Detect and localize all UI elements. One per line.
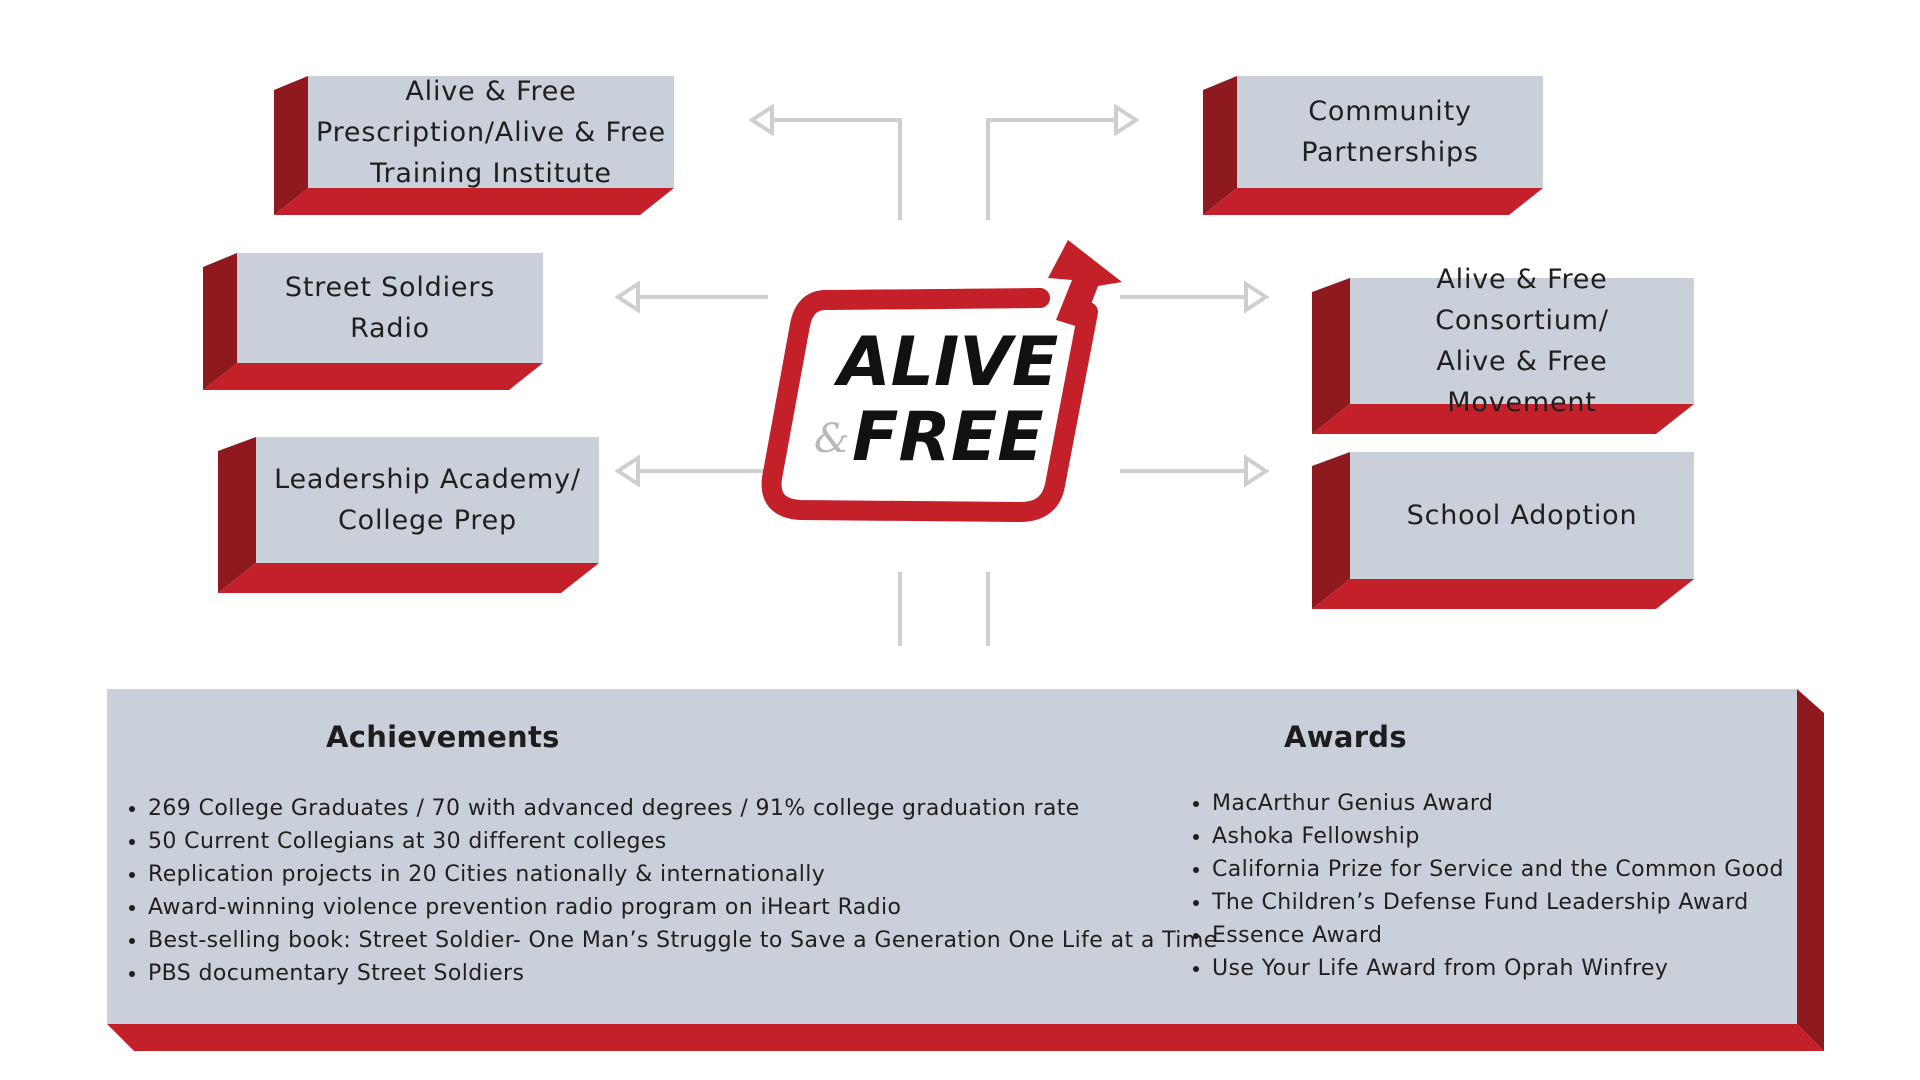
achievement-item: • Replication projects in 20 Cities nationally & internationally: [148, 858, 1218, 891]
achievements-list: [126, 792, 1218, 990]
awards-list: [1190, 787, 1784, 985]
award-item: • MacArthur Genius Award: [1212, 787, 1784, 820]
achievement-item: • 50 Current Collegians at 30 different colleges: [148, 825, 1218, 858]
achievements-title: Achievements: [326, 720, 560, 754]
program-label: Street Soldiers Radio: [237, 253, 543, 363]
logo-word-alive: ALIVE: [838, 323, 1059, 402]
award-item: • Use Your Life Award from Oprah Winfrey: [1212, 952, 1784, 985]
logo-word-free: FREE: [852, 398, 1044, 477]
logo-ampersand: &: [814, 416, 850, 462]
achievement-item: • 269 College Graduates / 70 with advanced degrees / 91% college graduation rate: [148, 792, 1218, 825]
award-item: • The Children’s Defense Fund Leadership Award: [1212, 886, 1784, 919]
program-label: Alive & Free Prescription/Alive & Free Training Institute: [308, 76, 674, 188]
program-label: Community Partnerships: [1237, 76, 1543, 188]
achievement-item: • PBS documentary Street Soldiers: [148, 957, 1218, 990]
achievement-item: • Award-winning violence prevention radio program on iHeart Radio: [148, 891, 1218, 924]
achievement-item: • Best-selling book: Street Soldier- One Man’s Struggle to Save a Generation One Life at a Time: [148, 924, 1218, 957]
awards-title: Awards: [1284, 720, 1407, 754]
award-item: • California Prize for Service and the Common Good: [1212, 853, 1784, 886]
award-item: • Essence Award: [1212, 919, 1784, 952]
program-label: Alive & Free Consortium/ Alive & Free Movement: [1350, 278, 1694, 404]
program-label: School Adoption: [1350, 452, 1694, 579]
program-label: Leadership Academy/ College Prep: [256, 437, 599, 563]
award-item: • Ashoka Fellowship: [1212, 820, 1784, 853]
